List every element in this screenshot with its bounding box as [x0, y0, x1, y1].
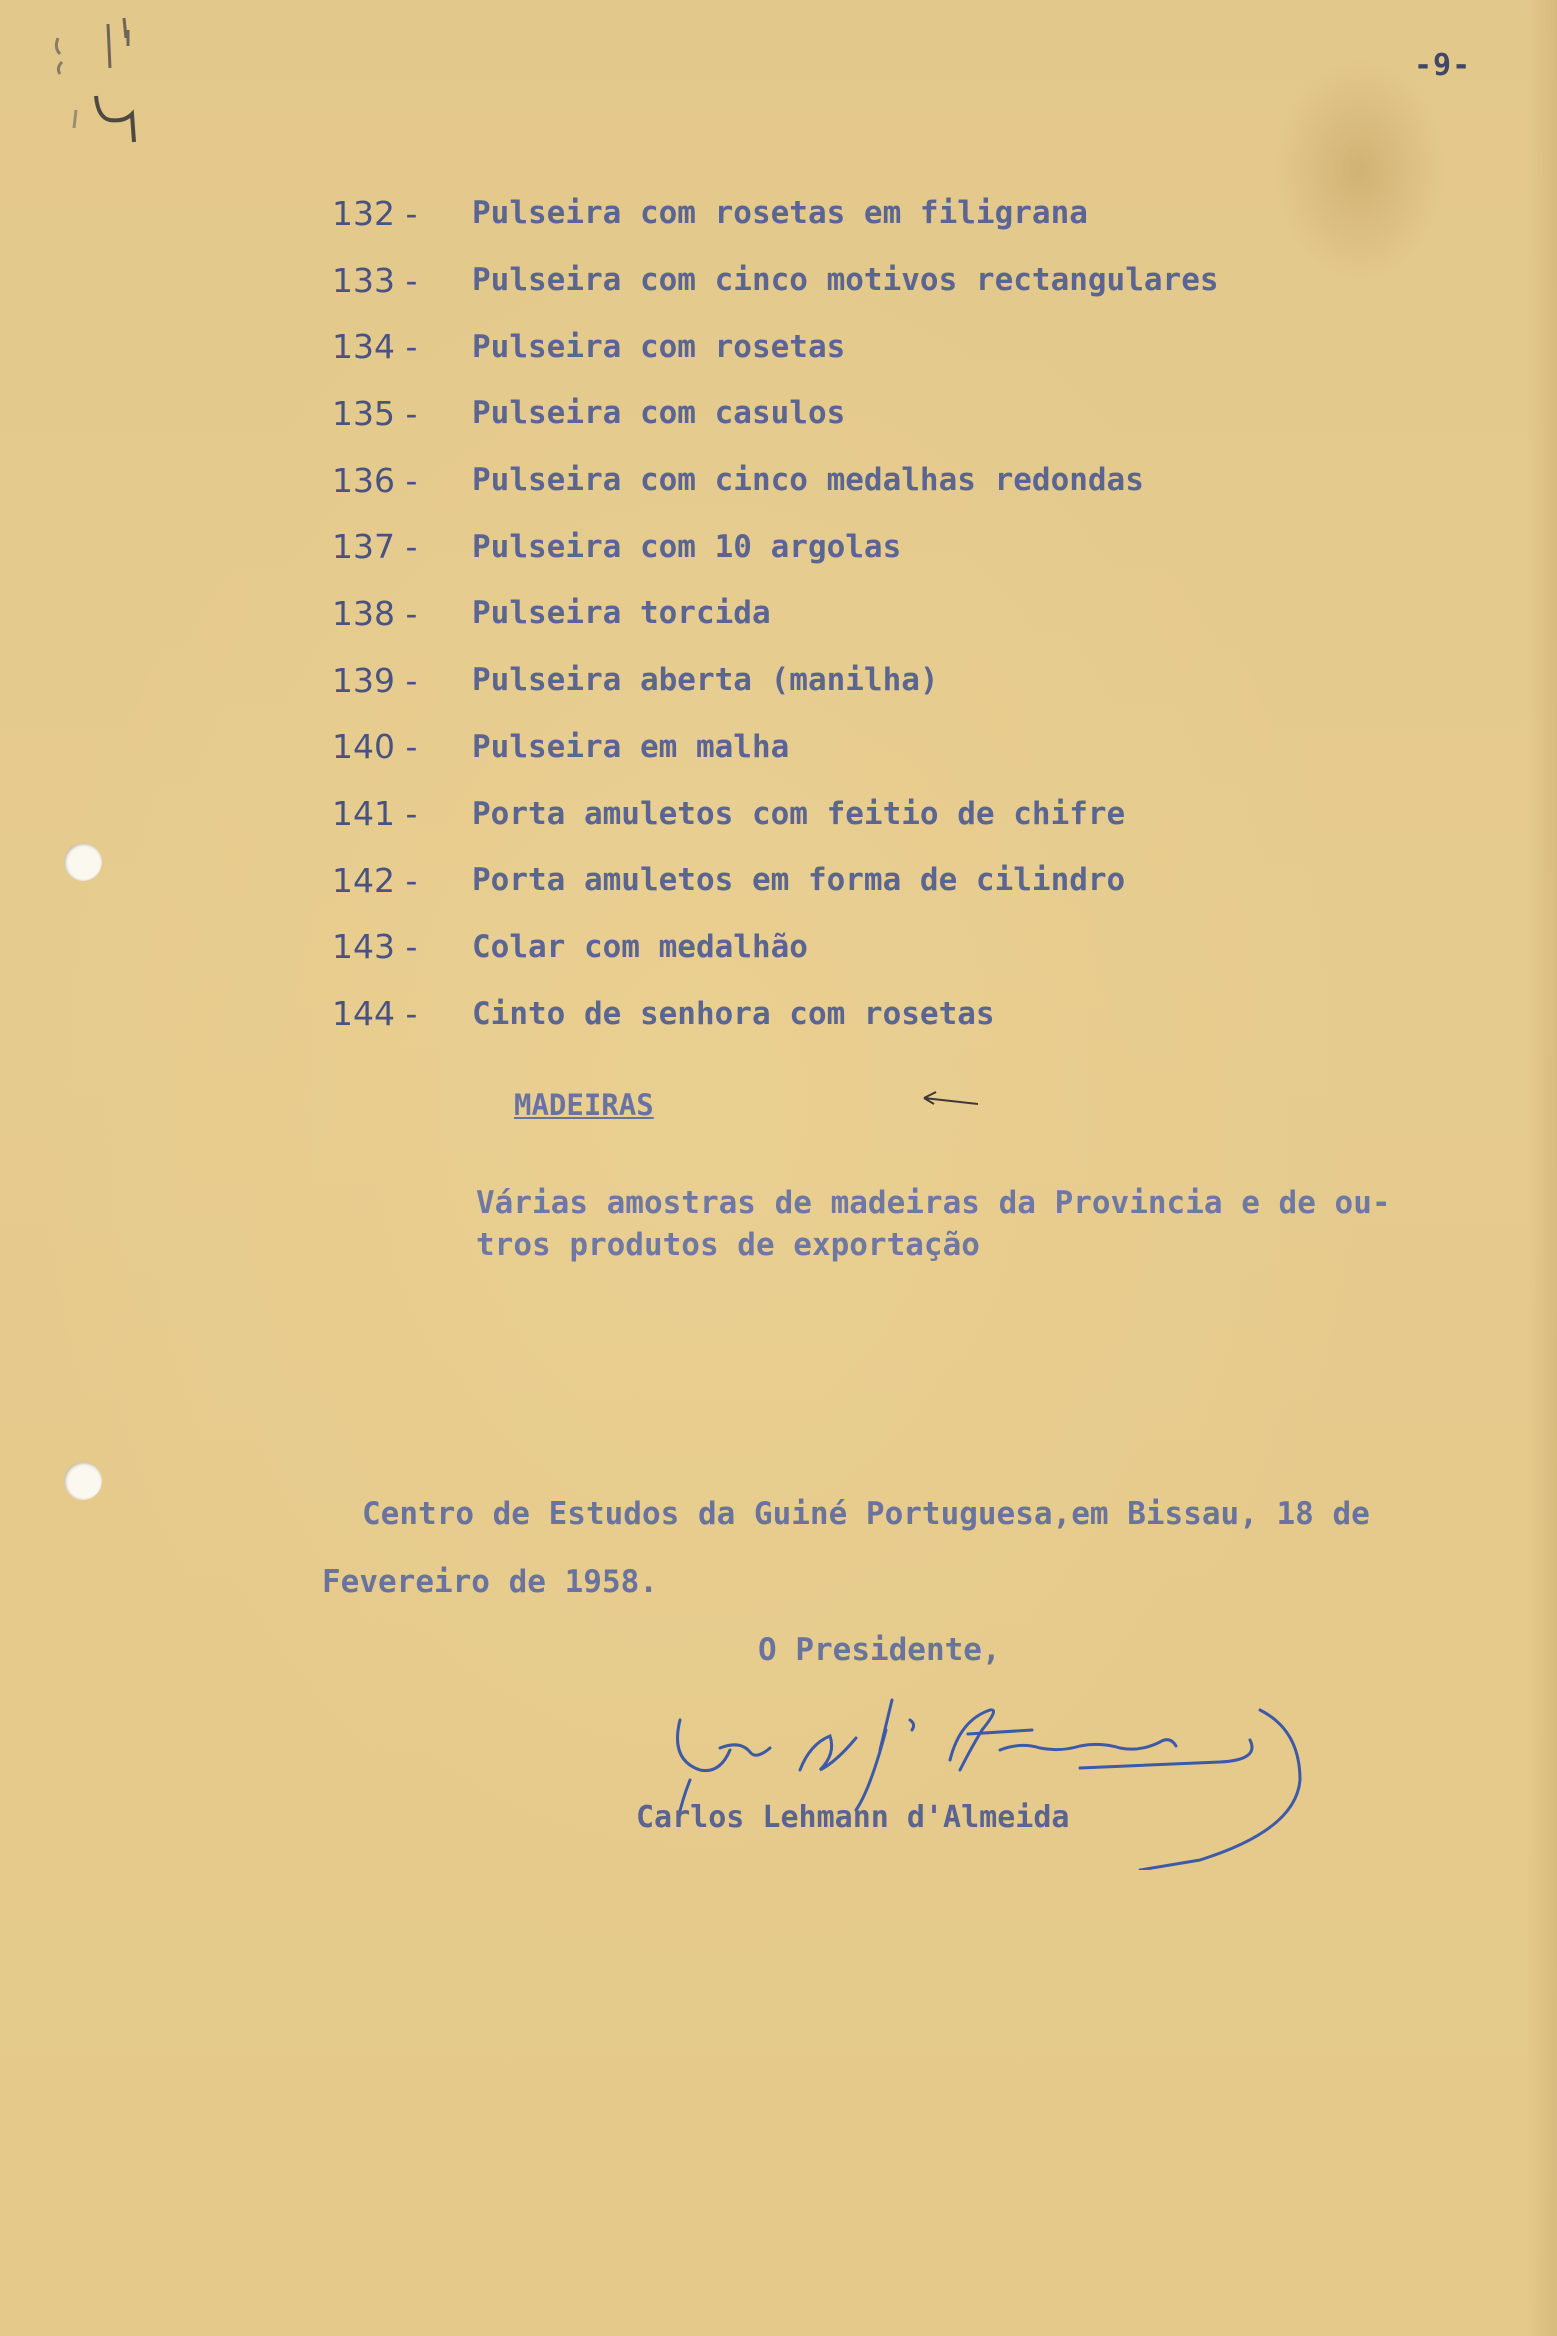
- item-number: 135 -: [332, 393, 418, 433]
- pencil-arrow-icon: [922, 1090, 982, 1110]
- list-item: [332, 380, 1219, 447]
- signatory-title: O Presidente,: [758, 1632, 1001, 1668]
- page-number: -9-: [1414, 48, 1472, 83]
- item-number: 142 -: [332, 860, 418, 900]
- pencil-mark-icon: [40, 18, 160, 168]
- list-item: [332, 247, 1219, 314]
- closing-date-line: Fevereiro de 1958.: [322, 1564, 658, 1600]
- section-paragraph: [476, 1182, 1476, 1266]
- signatory-name: Carlos Lehmann d'Almeida: [636, 1800, 1070, 1835]
- inventory-list: [332, 180, 1219, 1047]
- punch-hole: [64, 1462, 102, 1500]
- list-item: [332, 513, 1219, 580]
- section-heading: MADEIRAS: [514, 1088, 654, 1122]
- item-number: 136 -: [332, 460, 418, 500]
- list-item: [332, 980, 1219, 1047]
- item-number: 139 -: [332, 660, 418, 700]
- closing-place-line: Centro de Estudos da Guiné Portuguesa,em Bissau, 18 de: [362, 1496, 1370, 1532]
- item-description: Pulseira aberta (manilha): [472, 662, 939, 699]
- punch-hole: [64, 843, 102, 881]
- item-description: Colar com medalhão: [472, 928, 808, 965]
- item-description: Pulseira com rosetas em filigrana: [472, 195, 1088, 232]
- item-number: 133 -: [332, 260, 418, 300]
- item-description: Porta amuletos em forma de cilindro: [472, 862, 1126, 899]
- item-number: 134 -: [332, 327, 418, 367]
- item-description: Pulseira com casulos: [472, 395, 846, 432]
- item-number: 141 -: [332, 794, 418, 834]
- list-item: [332, 847, 1219, 914]
- item-number: 132 -: [332, 193, 418, 233]
- item-description: Pulseira com cinco medalhas redondas: [472, 462, 1144, 499]
- item-description: Pulseira com cinco motivos rectangulares: [472, 262, 1219, 299]
- list-item: [332, 914, 1219, 981]
- handwritten-signature: [660, 1690, 1320, 1870]
- list-item: [332, 447, 1219, 514]
- item-description: Pulseira em malha: [472, 728, 790, 765]
- item-number: 144 -: [332, 994, 418, 1034]
- item-description: Pulseira torcida: [472, 595, 771, 632]
- section-text-line: tros produtos de exportação: [476, 1227, 980, 1263]
- section-text-line: Várias amostras de madeiras da Provincia e de ou-: [476, 1185, 1391, 1221]
- item-description: Cinto de senhora com rosetas: [472, 995, 995, 1032]
- item-description: Pulseira com rosetas: [472, 328, 846, 365]
- list-item: [332, 580, 1219, 647]
- item-description: Pulseira com 10 argolas: [472, 528, 902, 565]
- list-item: [332, 714, 1219, 781]
- list-item: [332, 647, 1219, 714]
- item-description: Porta amuletos com feitio de chifre: [472, 795, 1126, 832]
- item-number: 138 -: [332, 593, 418, 633]
- paper-edge-shade: [1527, 0, 1557, 2336]
- item-number: 137 -: [332, 527, 418, 567]
- list-item: [332, 180, 1219, 247]
- list-item: [332, 780, 1219, 847]
- item-number: 143 -: [332, 927, 418, 967]
- list-item: [332, 313, 1219, 380]
- item-number: 140 -: [332, 727, 418, 767]
